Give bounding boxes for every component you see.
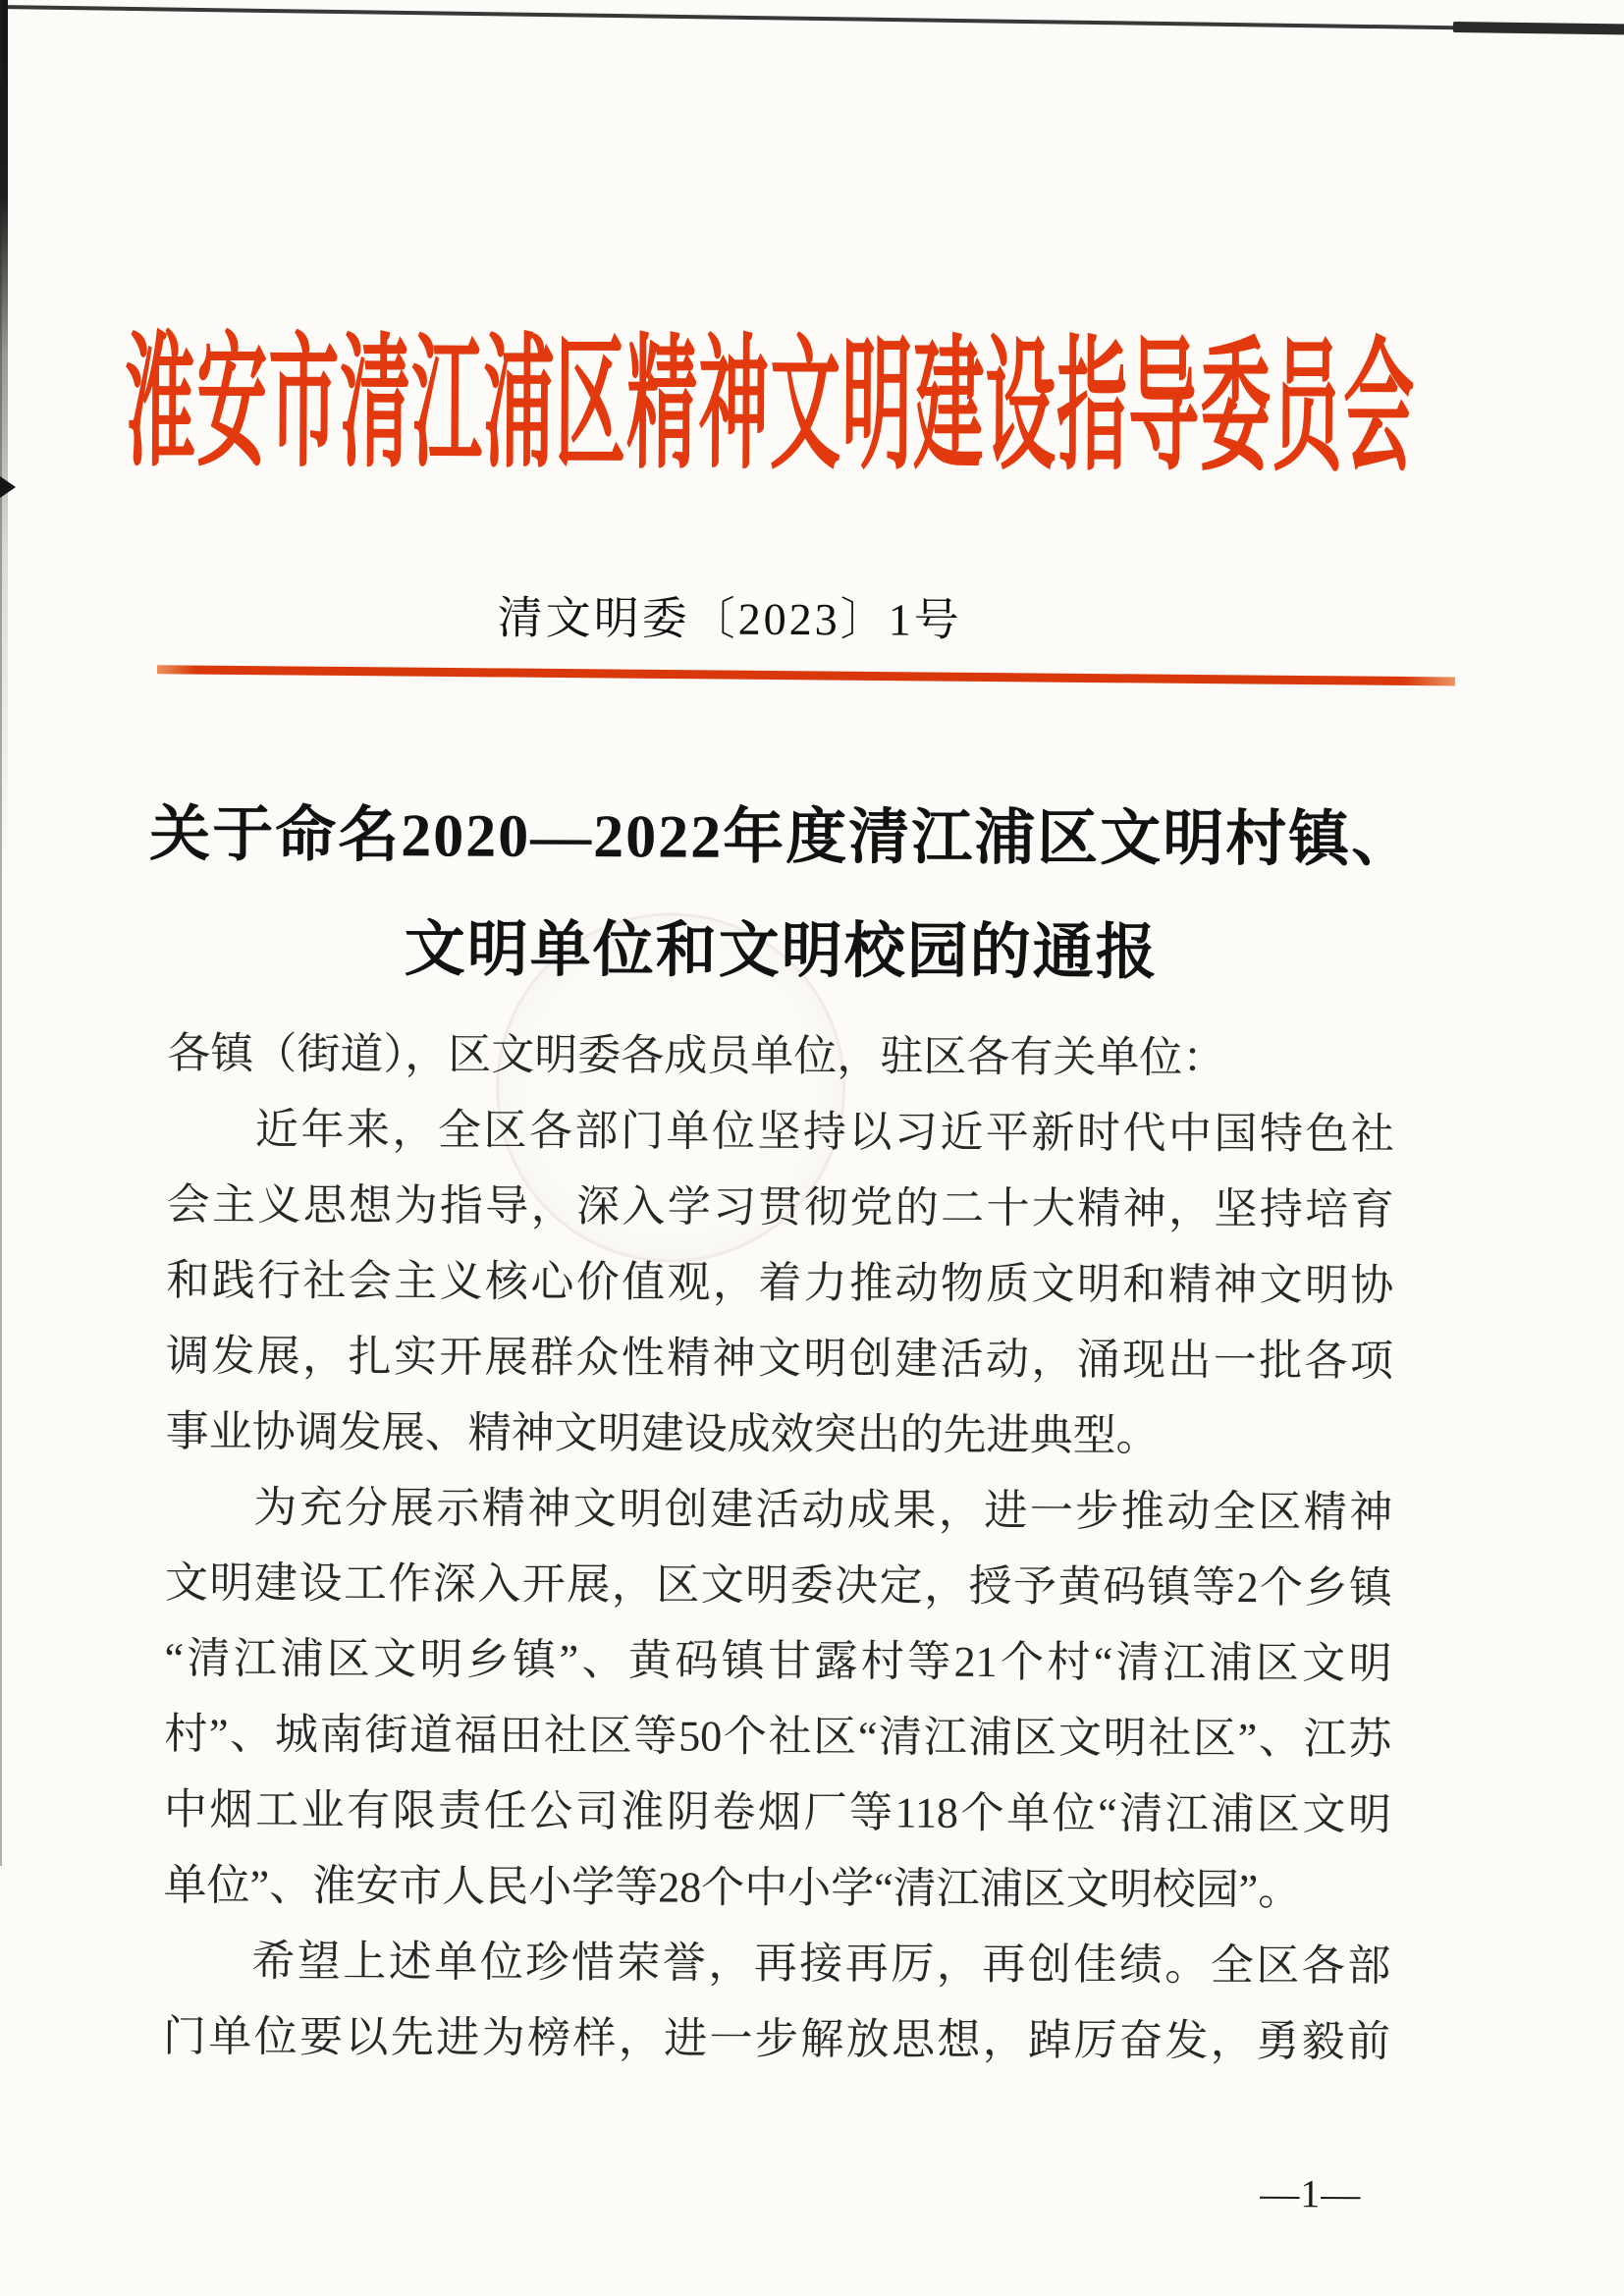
body-line: 村”、城南街道福田社区等50个社区“清江浦区文明社区”、江苏 [164,1710,1392,1764]
letterhead [0,284,1583,490]
body-line: 和践行社会主义核心价值观，着力推动物质文明和精神文明协 [166,1256,1394,1310]
body-line: 文明建设工作深入开展，区文明委决定，授予黄码镇等2个乡镇 [164,1558,1393,1613]
document-title-line2: 文明单位和文明校园的通报 [404,916,1159,987]
body-line: 单位”、淮安市人民小学等28个中小学“清江浦区文明校园”。 [163,1861,1302,1915]
body-line: 希望上述单位珍惜荣誉，再接再厉，再创佳绩。全区各部 [251,1937,1391,1991]
document-number: 清文明委〔2023〕1号 [497,592,962,645]
body-line: 为充分展示精神文明创建活动成果，进一步推动全区精神 [253,1483,1393,1537]
body-line: “清江浦区文明乡镇”、黄码镇甘露村等21个村“清江浦区文明 [164,1634,1392,1688]
document-title-line1: 关于命名2020—2022年度清江浦区文明村镇、 [149,801,1415,874]
body-line: 各镇（街道），区文明委各成员单位，驻区各有关单位： [167,1029,1226,1082]
document-title [0,777,1595,1011]
body-line: 会主义思想为指导，深入学习贯彻党的二十大精神，坚持培育 [166,1180,1394,1234]
body-line: 门单位要以先进为榜样，进一步解放思想，踔厉奋发，勇毅前 [162,2012,1391,2066]
page-number: —1— [1260,2171,1362,2216]
body-line: 中烟工业有限责任公司淮阴卷烟厂等118个单位“清江浦区文明 [163,1785,1392,1839]
body-line: 近年来，全区各部门单位坚持以习近平新时代中国特色社 [254,1105,1395,1159]
body-line: 调发展，扎实开展群众性精神文明创建活动，涌现出一批各项 [165,1332,1394,1386]
red-divider-line [157,665,1455,685]
body-text [163,1015,1395,2079]
body-line: 事业协调发展、精神文明建设成效突出的先进典型。 [165,1407,1160,1460]
letterhead-title: 淮安市清江浦区精神文明建设指导委员会 [124,323,1416,490]
